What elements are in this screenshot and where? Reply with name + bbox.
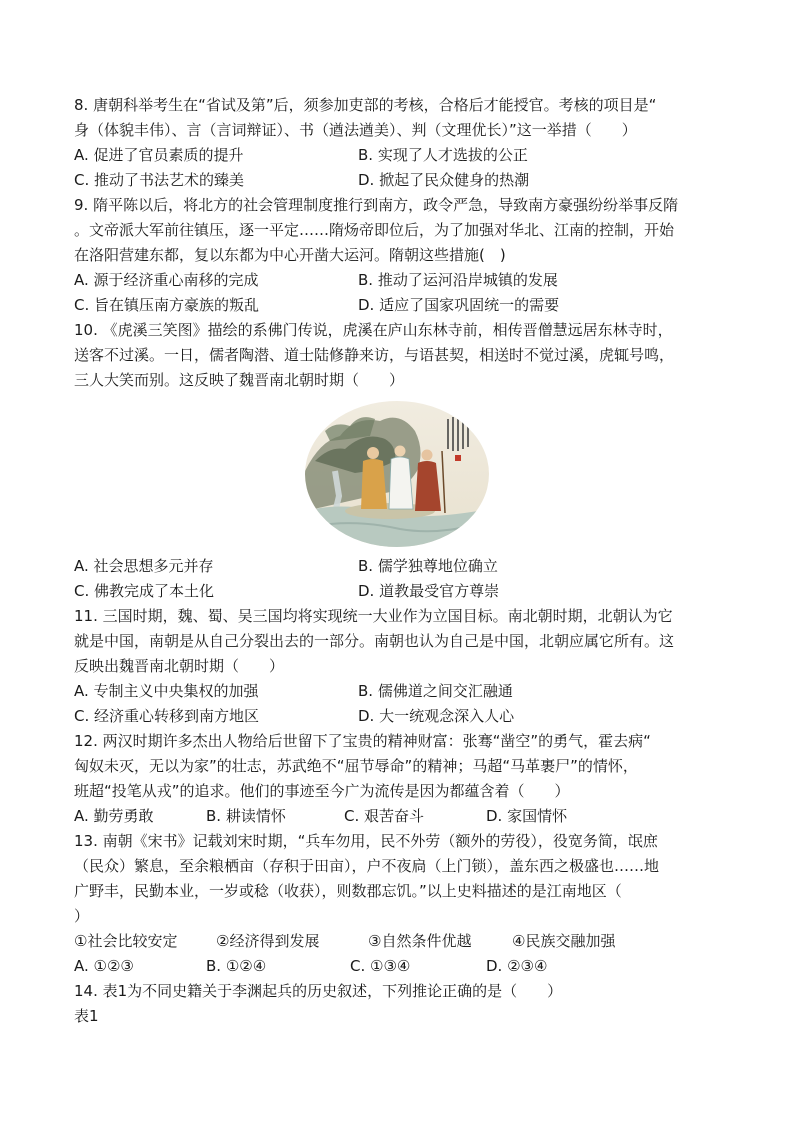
q9-option-b[interactable]: B. 推动了运河沿岸城镇的发展 — [358, 271, 558, 289]
q11-option-d[interactable]: D. 大一统观念深入人心 — [358, 707, 515, 725]
q13-option-c[interactable]: C. ①③④ — [350, 957, 411, 975]
q13-option-a[interactable]: A. ①②③ — [74, 957, 134, 975]
q8-option-d[interactable]: D. 掀起了民众健身的热潮 — [358, 171, 530, 189]
monk-head — [367, 447, 379, 459]
q9-stem-line-2: 。文帝派大军前往镇压，逐一平定……隋炀帝即位后，为了加强对华北、江南的控制，开始 — [74, 221, 675, 239]
q11-option-b[interactable]: B. 儒佛道之间交汇融通 — [358, 682, 513, 700]
q13-stem-line-4: ） — [74, 907, 90, 925]
q10-option-d[interactable]: D. 道教最受官方尊崇 — [358, 582, 500, 600]
q11-stem-line-3: 反映出魏晋南北朝时期（ ） — [74, 657, 285, 675]
q11-option-c[interactable]: C. 经济重心转移到南方地区 — [74, 707, 260, 725]
scholar-head — [395, 446, 406, 457]
taoist-head — [422, 450, 433, 461]
q9-option-d[interactable]: D. 适应了国家巩固统一的需要 — [358, 296, 560, 314]
q12-stem-line-2: 匈奴未灭，无以为家”的壮志，苏武绝不“屈节辱命”的精神；马超“马革裹尸”的情怀， — [74, 757, 638, 775]
q12-option-c[interactable]: C. 艰苦奋斗 — [344, 807, 425, 825]
q8-option-c[interactable]: C. 推动了书法艺术的臻美 — [74, 171, 245, 189]
table-caption: 表1 — [74, 1007, 99, 1025]
q8-option-a[interactable]: A. 促进了官员素质的提升 — [74, 146, 244, 164]
q9-stem-line-1: 9. 隋平陈以后，将北方的社会管理制度推行到南方，政令严急，导致南方豪强纷纷举事反隋 — [74, 196, 679, 214]
q8-stem-line-1: 8. 唐朝科举考生在“省试及第”后，须参加吏部的考核，合格后才能授官。考核的项目是“ — [74, 96, 657, 114]
q10-option-b[interactable]: B. 儒学独尊地位确立 — [358, 557, 498, 575]
q11-stem-line-2: 就是中国，南朝是从自己分裂出去的一部分。南朝也认为自己是中国，北朝应属它所有。这 — [74, 632, 675, 650]
q10-option-a[interactable]: A. 社会思想多元并存 — [74, 557, 214, 575]
q13-item-1: ①社会比较安定 — [74, 932, 178, 950]
painting-illustration — [305, 401, 489, 547]
q10-stem-line-2: 送客不过溪。一日，儒者陶潜、道士陆修静来访，与语甚契，相送时不觉过溪，虎辄号鸣， — [74, 346, 675, 364]
q9-stem-line-3: 在洛阳营建东都，复以东都为中心开凿大运河。隋朝这些措施( ) — [74, 246, 506, 264]
q9-option-c[interactable]: C. 旨在镇压南方豪族的叛乱 — [74, 296, 260, 314]
q10-option-c[interactable]: C. 佛教完成了本土化 — [74, 582, 215, 600]
q10-stem-line-3: 三人大笑而别。这反映了魏晋南北朝时期（ ） — [74, 371, 405, 389]
q13-stem-line-3: 广野丰，民勤本业，一岁或稔（收获），则数郡忘饥。”以上史料描述的是江南地区（ — [74, 882, 622, 900]
q12-option-d[interactable]: D. 家国情怀 — [486, 807, 568, 825]
q13-item-4: ④民族交融加强 — [512, 932, 616, 950]
monk-robe — [361, 459, 387, 509]
q13-stem-line-1: 13. 南朝《宋书》记载刘宋时期，“兵车勿用，民不外劳（额外的劳役），役宽务简，氓庶 — [74, 832, 658, 850]
q13-option-d[interactable]: D. ②③④ — [486, 957, 548, 975]
q13-option-b[interactable]: B. ①②④ — [206, 957, 267, 975]
q9-option-a[interactable]: A. 源于经济重心南移的完成 — [74, 271, 259, 289]
q13-item-3: ③自然条件优越 — [368, 932, 472, 950]
q8-option-b[interactable]: B. 实现了人才选拔的公正 — [358, 146, 528, 164]
q12-option-b[interactable]: B. 耕读情怀 — [206, 807, 286, 825]
q11-stem-line-1: 11. 三国时期，魏、蜀、吴三国均将实现统一大业作为立国目标。南北朝时期，北朝认为它 — [74, 607, 673, 625]
q14-stem-line-1: 14. 表1为不同史籍关于李渊起兵的历史叙述，下列推论正确的是（ ） — [74, 982, 563, 1000]
q12-stem-line-1: 12. 两汉时期许多杰出人物给后世留下了宝贵的精神财富：张骞“凿空”的勇气，霍去病“ — [74, 732, 651, 750]
q13-stem-line-2: （民众）繁息，至余粮栖亩（存积于田亩），户不夜扃（上门锁），盖东西之极盛也……地 — [74, 857, 660, 875]
scholar-robe — [389, 457, 413, 509]
q12-option-a[interactable]: A. 勤劳勇敢 — [74, 807, 154, 825]
tiger-creek-painting — [305, 401, 489, 547]
q8-stem-line-2: 身（体貌丰伟）、言（言词辩证）、书（遒法遒美）、判（文理优长）”这一举措（ ） — [74, 121, 637, 139]
q10-stem-line-1: 10. 《虎溪三笑图》描绘的系佛门传说，虎溪在庐山东林寺前，相传晋僧慧远居东林寺时， — [74, 321, 673, 339]
q11-option-a[interactable]: A. 专制主义中央集权的加强 — [74, 682, 259, 700]
q12-stem-line-3: 班超“投笔从戎”的追求。他们的事迹至今广为流传是因为都蕴含着（ ） — [74, 782, 570, 800]
q13-item-2: ②经济得到发展 — [216, 932, 320, 950]
seal-stamp — [455, 455, 461, 461]
